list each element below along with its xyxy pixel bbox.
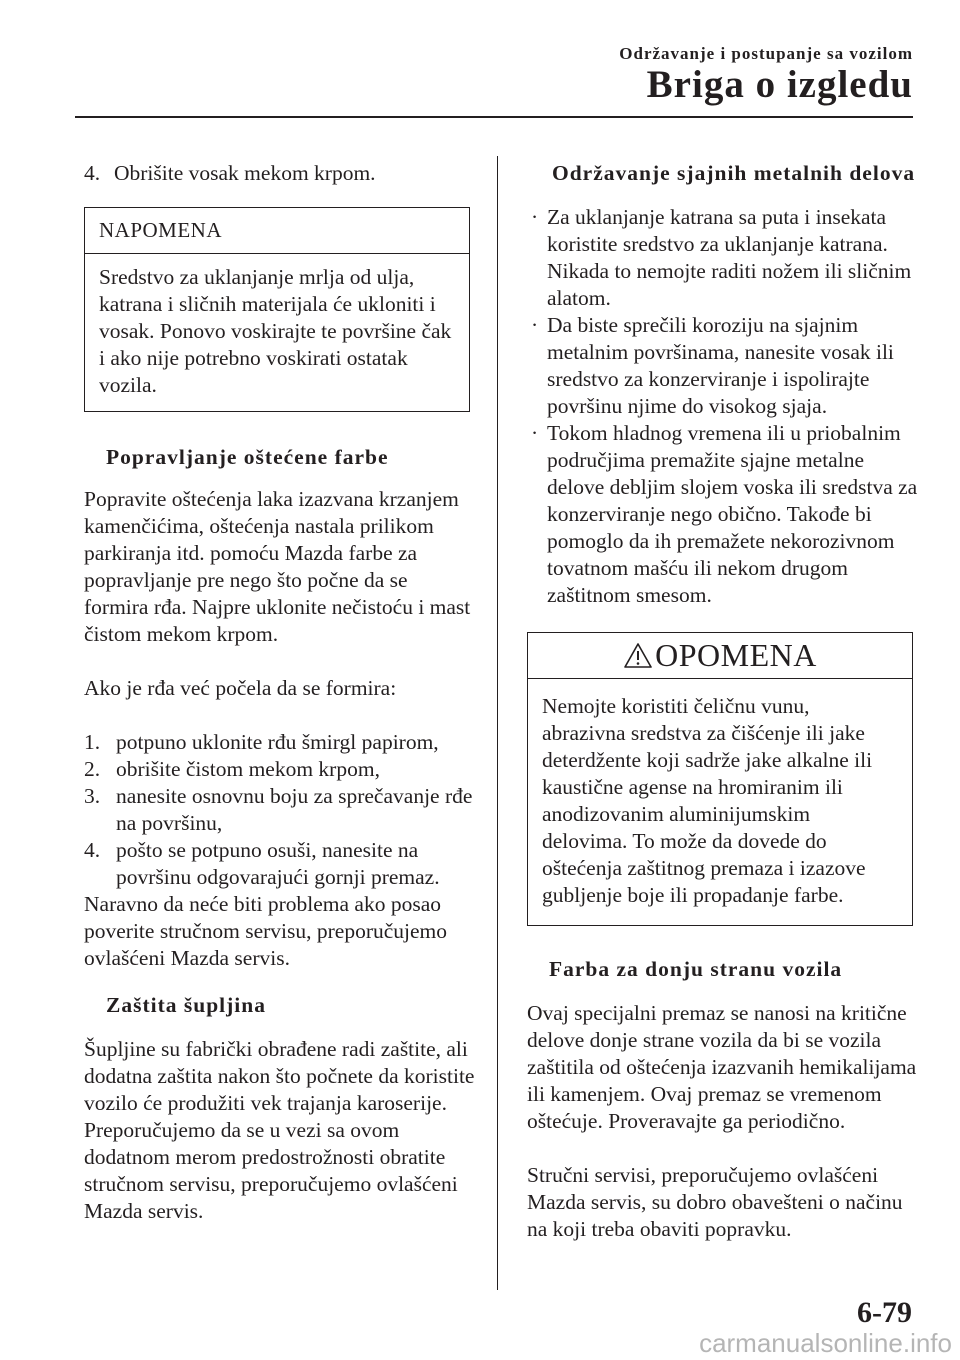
- note-text: Sredstvo za uklanjanje mrlja od ulja, katrana i sličnih materijala će ukloniti i vosak. Ponovo voskirajte te površine čak i ako nije potrebno voskirati ostatak vozila.: [99, 265, 452, 397]
- paint-repair-text: Popravite oštećenja laka izazvana krzanjem kamenčićima, oštećenja nastala prilikom parkiranja itd. pomoću Mazda farbe za popravljanje pre nego što počne da se formira rđa. Najpre uklonite nečistoću i mast čistom mekom krpom.: [84, 487, 471, 646]
- step-4: [84, 160, 476, 187]
- warning-box: [527, 632, 913, 926]
- note-box: [84, 207, 470, 412]
- metal-parts-heading: Održavanje sjajnih metalnih delova: [552, 161, 916, 185]
- step-text: obrišite čistom mekom krpom,: [116, 757, 380, 781]
- bullet-dot: ·: [531, 313, 539, 337]
- step-number: 4.: [84, 161, 101, 185]
- list-item: [527, 204, 919, 312]
- list-item: [84, 729, 476, 756]
- right-column: [527, 160, 919, 1243]
- bullet-text: Tokom hladnog vremena ili u priobalnim područjima premažite sjajne metalne delove debljim slojem voska ili sredstva za konzerviranje nego obično. Takođe bi pomoglo da ih premažete nekorozivnom tovatnom mašću ili nekom drugom zaštitnom smesom.: [547, 421, 918, 607]
- warning-header: [528, 633, 912, 679]
- rust-intro: Ako je rđa već počela da se formira:: [84, 676, 397, 700]
- list-item: [84, 783, 476, 837]
- header-rule: [75, 116, 913, 118]
- step-number: 4.: [84, 838, 101, 862]
- left-column: [84, 160, 476, 1225]
- page-number: 6-79: [857, 1296, 912, 1329]
- step-text: potpuno uklonite rđu šmirgl papirom,: [116, 730, 439, 754]
- bullet-text: Za uklanjanje katrana sa puta i insekata koristite sredstvo za uklanjanje katrana. Nikada to nemojte raditi nožem ili sličnim alatom.: [547, 205, 912, 310]
- step-number: 2.: [84, 757, 101, 781]
- watermark: carmanualsonline.info: [699, 1328, 952, 1358]
- step-text: pošto se potpuno osuši, nanesite na površinu odgovarajući gornji premaz.: [116, 838, 440, 889]
- section-title: Održavanje i postupanje sa vozilom: [619, 44, 913, 63]
- step-number: 1.: [84, 730, 101, 754]
- metal-bullets-list: [527, 204, 919, 609]
- list-item: [84, 756, 476, 783]
- cavity-text-1: Šupljine su fabrički obrađene radi zaštite, ali dodatna zaštita nakon što počnete da koristite vozilo će produžiti vek trajanja karoserije.: [84, 1037, 475, 1115]
- list-item: [527, 420, 919, 609]
- note-title: NAPOMENA: [85, 208, 469, 254]
- warning-text: Nemojte koristiti čeličnu vunu, abrazivna sredstva za čišćenje ili jake deterdžente koji sadrže jake alkalne ili kaustične agense na hromiranim ili anodizovanim aluminijumskim delovima. To može da dovede do oštećenja zaštitnog premaza i izazove gubljenje boje ili propadanje farbe.: [542, 694, 873, 907]
- rust-outro: Naravno da neće biti problema ako posao poverite stručnom servisu, preporučujemo ovlašćeni Mazda servis.: [84, 892, 448, 970]
- step-text: nanesite osnovnu boju za sprečavanje rđe na površinu,: [116, 784, 473, 835]
- warning-triangle-icon: [623, 642, 653, 669]
- step-text: Obrišite vosak mekom krpom.: [114, 161, 376, 185]
- cavity-heading: Zaštita šupljina: [106, 993, 266, 1017]
- warning-title: OPOMENA: [655, 637, 817, 673]
- step-number: 3.: [84, 784, 101, 808]
- cavity-text-2: Preporučujemo da se u vezi sa ovom dodatnom merom predostrožnosti obratite stručnom servisu, preporučujemo ovlašćeni Mazda servis.: [84, 1118, 458, 1223]
- list-item: [527, 312, 919, 420]
- paint-repair-heading: Popravljanje oštećene farbe: [106, 445, 389, 469]
- bullet-text: Da biste sprečili koroziju na sjajnim metalnim površinama, nanesite vosak ili sredstvo za konzerviranje i ispolirajte površinu njime do visokog sjaja.: [547, 313, 894, 418]
- rust-steps-list: [84, 729, 476, 891]
- underbody-heading: Farba za donju stranu vozila: [549, 957, 843, 981]
- page-title: Briga o izgledu: [646, 63, 913, 106]
- bullet-dot: ·: [531, 421, 539, 445]
- bullet-dot: ·: [531, 205, 539, 229]
- underbody-text-2: Stručni servisi, preporučujemo ovlašćeni Mazda servis, su dobro obavešteni o načinu na koji treba obaviti popravku.: [527, 1163, 903, 1241]
- list-item: [84, 837, 476, 891]
- underbody-text-1: Ovaj specijalni premaz se nanosi na kritične delove donje strane vozila da bi se vozila zaštitila od oštećenja izazvanih hemikalijama ili kamenjem. Ovaj premaz se vremenom oštećuje. Proveravajte ga periodično.: [527, 1001, 917, 1133]
- column-divider: [497, 156, 498, 1290]
